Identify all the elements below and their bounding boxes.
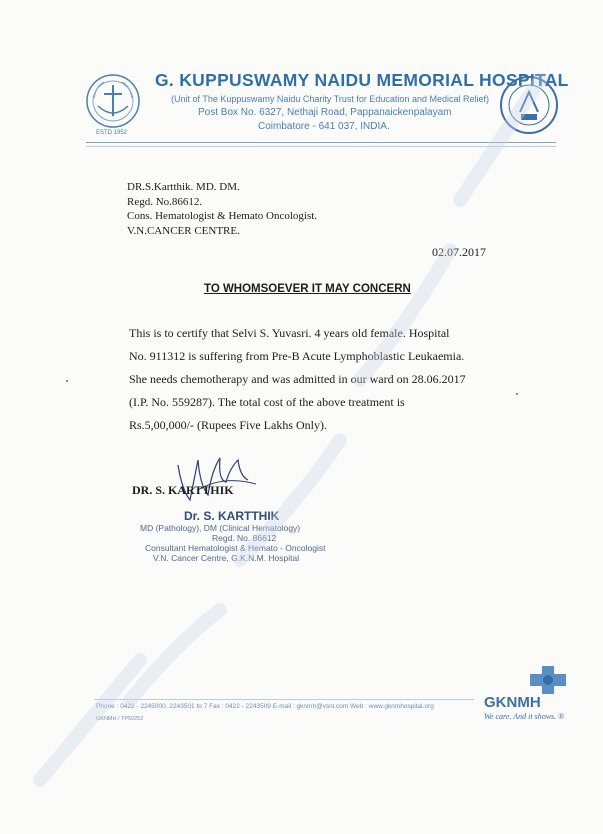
body-line: This is to certify that Selvi S. Yuvasri. 4 years old female. Hospital — [129, 326, 450, 340]
footer-brand: GKNMH — [484, 694, 541, 711]
body-line: No. 911312 is suffering from Pre-B Acute Lymphoblastic Leukaemia. — [129, 349, 465, 363]
letter-date: 02.07.2017 — [432, 245, 486, 259]
header-divider — [86, 142, 556, 143]
stamp-regd: Regd. No. 86612 — [212, 533, 277, 543]
footer-divider — [94, 699, 474, 700]
signature-scribble — [168, 440, 258, 510]
nabh-accreditation-icon — [498, 74, 560, 136]
hospital-address-line1: Post Box No. 6327, Nethaji Road, Pappanaickenpalayam — [198, 107, 452, 118]
signatory-name: DR. S. KARTTHIK — [132, 483, 234, 497]
hospital-emblem-icon — [82, 72, 144, 134]
estd-label: ESTD 1952 — [96, 130, 128, 136]
stamp-centre: V.N. Cancer Centre, G.K.N.M. Hospital — [153, 553, 300, 563]
letter-heading: TO WHOMSOEVER IT MAY CONCERN — [204, 283, 411, 295]
body-line: Rs.5,00,000/- (Rupees Five Lakhs Only). — [129, 418, 327, 432]
stamp-qualification: MD (Pathology), DM (Clinical Hematology) — [140, 523, 301, 533]
doctor-name: DR.S.Kartthik. MD. DM. — [127, 181, 240, 193]
scan-speck — [516, 393, 518, 395]
hospital-subtitle: (Unit of The Kuppuswamy Naidu Charity Trust for Education and Medical Relief) — [171, 94, 489, 104]
hospital-address-line2: Coimbatore - 641 037, INDIA. — [258, 121, 390, 132]
letter-body — [129, 322, 495, 437]
doctor-details — [127, 180, 317, 238]
hospital-name: G. KUPPUSWAMY NAIDU MEMORIAL HOSPITAL — [155, 70, 569, 90]
footer-contact: Phone : 0422 - 2245000, 2243501 to 7 Fax : 0422 - 2243509 E-mail : gknmh@vsnl.com Web : www.gknmhospital.org — [96, 703, 434, 710]
header-divider-secondary — [86, 146, 556, 147]
scan-speck — [66, 380, 68, 382]
stamp-name: Dr. S. KARTTHIK — [184, 509, 280, 523]
doctor-designation: Cons. Hematologist & Hemato Oncologist. — [127, 210, 318, 222]
footer-code: GKNMH / TP50252 — [96, 716, 144, 722]
gknmh-cross-icon — [526, 664, 570, 696]
stamp-designation: Consultant Hematologist & Hemato - Oncologist — [145, 543, 326, 553]
body-line: She needs chemotherapy and was admitted in our ward on 28.06.2017 — [129, 372, 466, 386]
footer-tagline: We care. And it shows. ® — [484, 712, 565, 721]
body-line: (I.P. No. 559287). The total cost of the above treatment is — [129, 395, 405, 409]
doctor-regd: Regd. No.86612. — [127, 195, 203, 208]
doctor-centre: V.N.CANCER CENTRE. — [127, 224, 240, 237]
